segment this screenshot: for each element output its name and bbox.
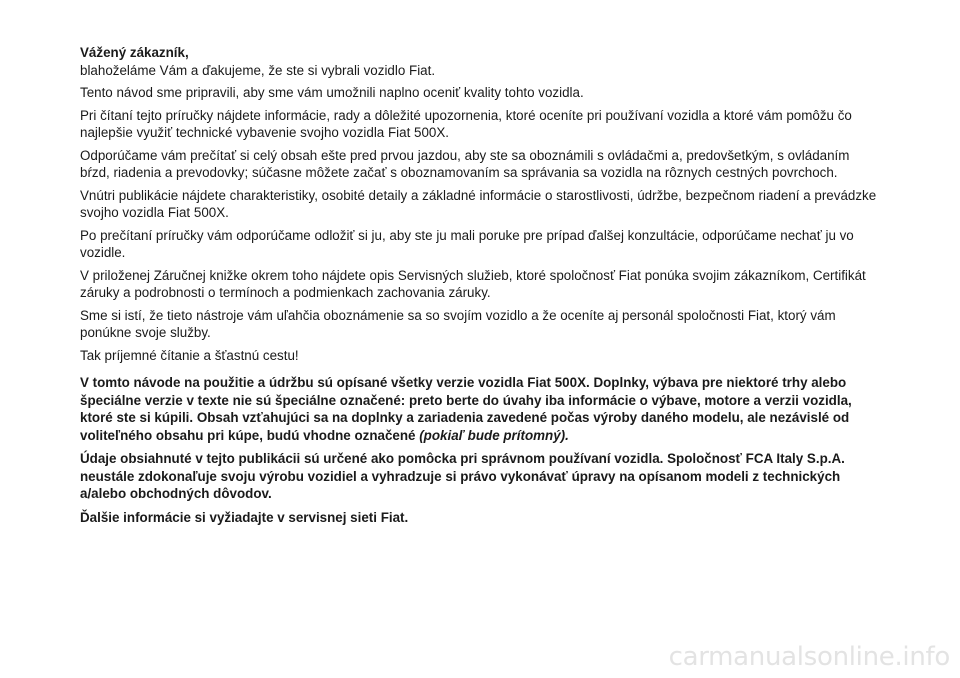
paragraph-farewell: Tak príjemné čítanie a šťastnú cestu! (80, 347, 299, 363)
notice-text: V tomto návode na použitie a údržbu sú opísané všetky verzie vozidla Fiat 500X. Doplnky, výbava pre niektoré trhy alebo špeciálne verzie v texte nie sú špeciálne označené: preto berte do úvahy iba informácie o výbave, motore a verzii vozidla, ktoré ste si kúpili. Obsah vzťahujúci sa na doplnky a zariadenia zavedené počas výroby daného modelu, ale nezávislé od voliteľného obsahu pri kúpe, budú vhodne označené (80, 375, 852, 443)
paragraph-congratulations: blahoželáme Vám a ďakujeme, že ste si vybrali vozidlo Fiat. (80, 62, 436, 78)
paragraph-service: Sme si istí, že tieto nástroje vám uľahčia oboznámenie sa so svojím vozidlo a že oceníte aj personál spoločnosti Fiat, ktorý vám ponúkne svoje služby. (80, 307, 836, 340)
notice-versions (80, 374, 880, 444)
paragraph-reading-info: Pri čítaní tejto príručky nájdete informácie, rady a dôležité upozornenia, ktoré oceníte pri používaní vozidla a ktoré vám pomôžu čo najlepšie využiť technické vybavenie svojho vozidla Fiat 500X. (80, 107, 852, 140)
paragraph-purpose: Tento návod sme pripravili, aby sme vám umožnili naplno oceniť kvality tohto vozidla. (80, 85, 584, 100)
paragraph-warranty: V priloženej Záručnej knižke okrem toho nájdete opis Servisných služieb, ktoré spoločnosť Fiat ponúka svojim zákazníkom, Certifikát záruky a podrobnosti o termínoch a podmienkach zachovania záruky. (80, 267, 866, 300)
closing-note: Ďalšie informácie si vyžiadajte v servisnej sieti Fiat. (80, 509, 409, 525)
paragraph-recommendation: Odporúčame vám prečítať si celý obsah ešte pred prvou jazdou, aby ste sa oboznámili s ovládačmi a, predovšetkým, s ovládaním bŕzd, riadenia a prevodovky; súčasne môžete začať s oboznamovaním sa správania sa vozidla na rôznych cestných povrchoch. (80, 147, 850, 180)
watermark: carmanualsonline.info (668, 642, 950, 672)
notice-italic: (pokiaľ bude prítomný). (419, 427, 569, 443)
manual-page (80, 44, 880, 530)
greeting: Vážený zákazník, (80, 45, 189, 60)
disclaimer: Údaje obsiahnuté v tejto publikácii sú určené ako pomôcka pri správnom používaní vozidla. Spoločnosť FCA Italy S.p.A. neustále zdokonaľuje svoju výrobu vozidiel a vyhradzuje si právo vykonávať úpravy na opísanom modeli z technických a/alebo obchodných dôvodov. (80, 451, 845, 501)
paragraph-keep-manual: Po prečítaní príručky vám odporúčame odložiť si ju, aby ste ju mali poruke pre prípad ďalšej konzultácie, odporúčame nechať ju vo vozidle. (80, 227, 854, 260)
paragraph-contents: Vnútri publikácie nájdete charakteristiky, osobité detaily a základné informácie o starostlivosti, údržbe, bezpečnom riadení a prevádzke svojho vozidla Fiat 500X. (80, 187, 877, 220)
